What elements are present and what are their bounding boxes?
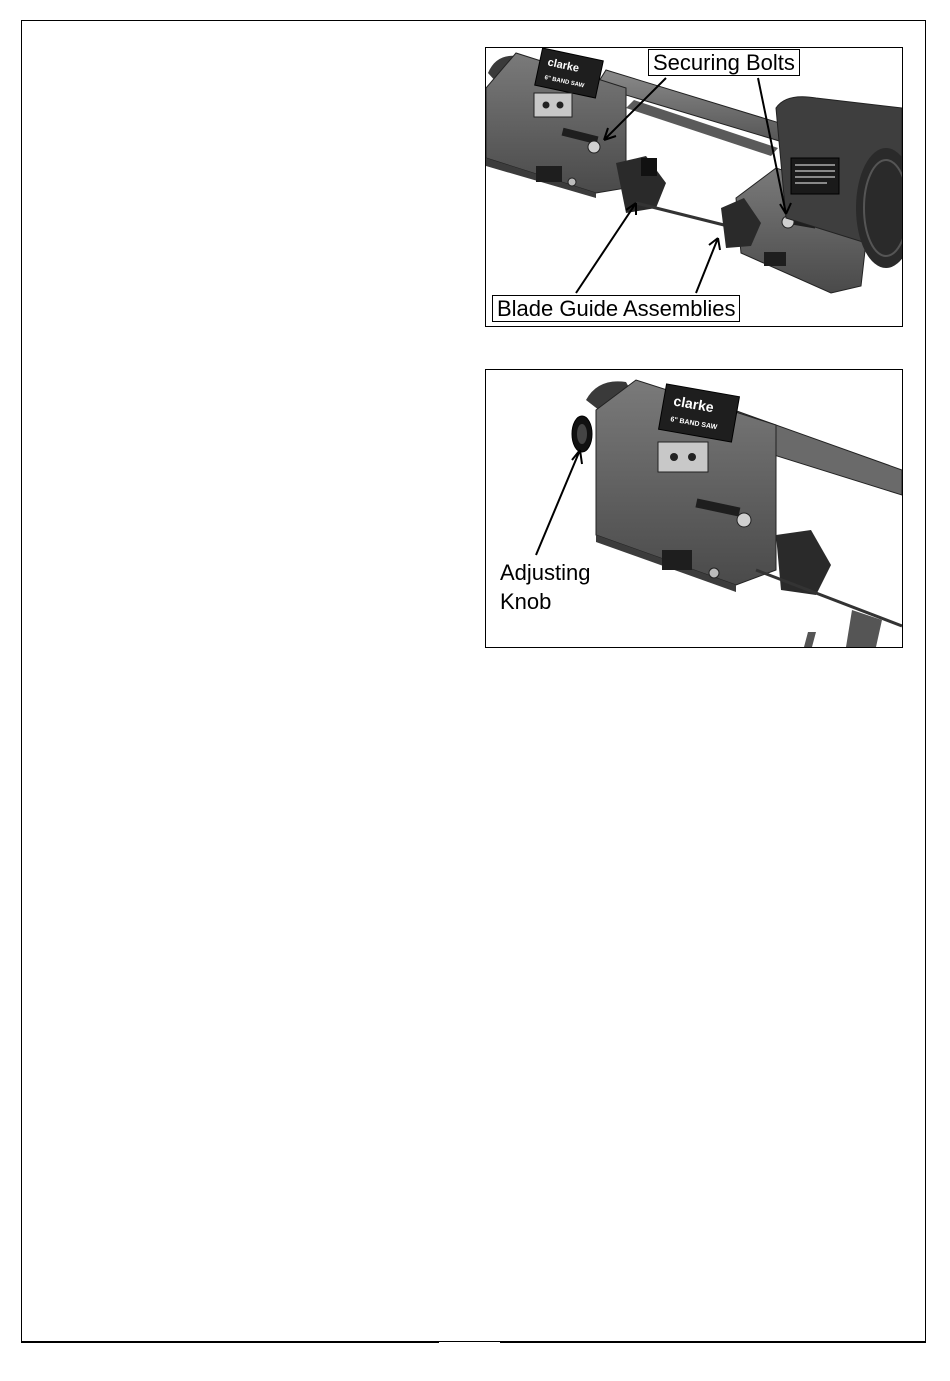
mount-plate (658, 442, 708, 472)
nameplate-brand: clarke (546, 56, 581, 75)
plate-bolt (688, 453, 696, 461)
securing-bolt-left (588, 141, 600, 153)
callout-adjusting-knob-line1: Adjusting (500, 560, 591, 585)
bandsaw-guides-illustration (486, 48, 902, 326)
adjusting-knob-hub (577, 424, 587, 444)
adjusting-knob-arrow (536, 450, 582, 555)
warning-label-text-line (795, 164, 835, 166)
footer-rule-left (21, 1342, 439, 1343)
blade-guide (776, 530, 831, 595)
figure-securing-bolts-photo (485, 47, 903, 327)
figure-adjusting-knob-photo (485, 369, 903, 648)
warning-label-text-line (795, 182, 827, 184)
left-lower-bracket (536, 166, 562, 182)
lower-bracket (662, 550, 692, 570)
warning-label-text-line (795, 170, 835, 172)
callout-securing-bolts: Securing Bolts (648, 49, 800, 76)
base-part (804, 632, 816, 647)
footer-rule-right (500, 1342, 926, 1343)
plate-bolt (670, 453, 678, 461)
left-mount-plate (534, 93, 572, 117)
warning-label-text-line (795, 176, 835, 178)
callout-blade-guide-assemblies: Blade Guide Assemblies (492, 295, 740, 322)
left-guide-knob (641, 158, 657, 176)
left-plate-bolt (557, 102, 564, 109)
nameplate-model: 6" BAND SAW (543, 75, 585, 90)
right-lower-bracket (764, 252, 786, 266)
saw-blade (756, 570, 902, 626)
nameplate-model: 6" BAND SAW (669, 416, 718, 432)
callout-adjusting-knob-line2: Knob (500, 589, 552, 614)
securing-bolt (737, 513, 751, 527)
blade-guide-right-arrow (696, 238, 720, 293)
nameplate-brand: clarke (672, 392, 716, 416)
saw-blade (636, 203, 736, 228)
lower-bolt (709, 568, 719, 578)
left-lower-bolt (568, 178, 576, 186)
blade-guide-left-arrow (576, 203, 636, 293)
left-plate-bolt (543, 102, 550, 109)
